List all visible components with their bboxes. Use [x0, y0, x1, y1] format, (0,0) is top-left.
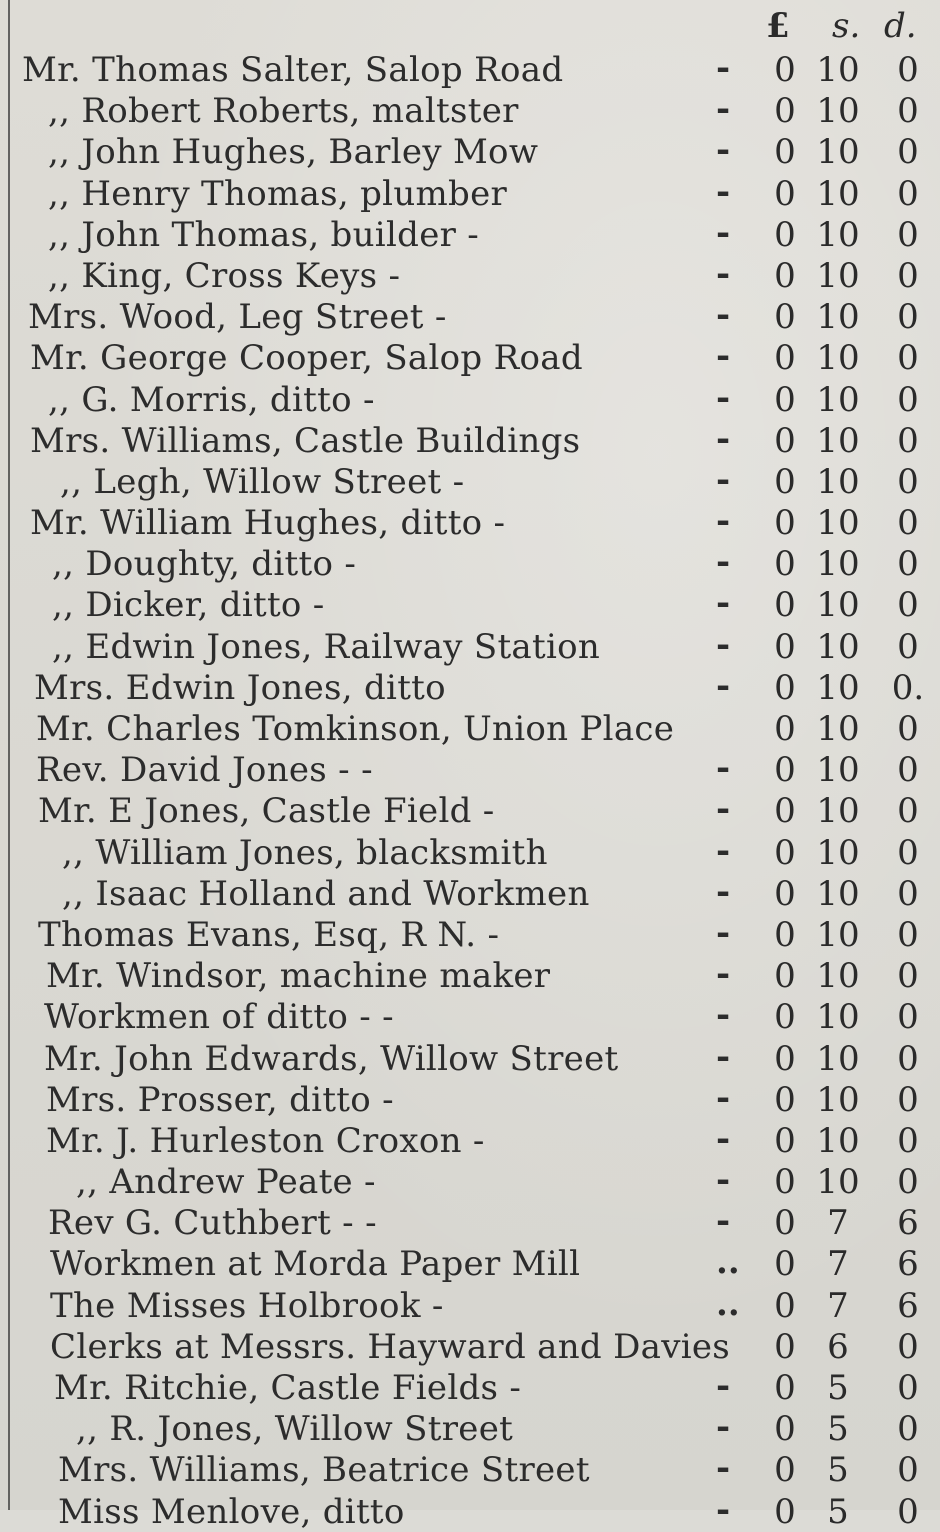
leader-dash: - — [716, 171, 731, 212]
amount-shillings: 10 — [816, 50, 860, 90]
subscriber-name: Mr. George Cooper, Salop Road — [30, 338, 583, 379]
list-item — [0, 1119, 940, 1160]
amount-shillings: 10 — [816, 420, 860, 461]
amount-pounds: 0 — [774, 544, 796, 585]
amount-pounds: 0 — [774, 709, 796, 749]
amount-shillings: 10 — [816, 379, 860, 420]
subscriber-name: ,, Robert Roberts, maltster — [48, 91, 519, 132]
leader-dash: - — [716, 1160, 731, 1201]
list-item — [0, 1242, 940, 1283]
amount-pounds: 0 — [774, 1079, 796, 1120]
amount-shillings: 10 — [816, 1079, 860, 1120]
amount-pounds: 0 — [774, 379, 796, 420]
amount-pence: 0 — [897, 255, 919, 296]
leader-dash: - — [716, 624, 731, 665]
amount-shillings: 10 — [816, 956, 860, 997]
list-item — [0, 1160, 940, 1201]
amount-pounds: 0 — [774, 750, 796, 791]
subscriber-name: ,, Isaac Holland and Workmen — [62, 873, 590, 914]
list-item — [0, 254, 940, 295]
subscriber-name: Mr. J. Hurleston Croxon - — [46, 1120, 485, 1161]
amount-pounds: 0 — [774, 1326, 796, 1367]
leader-dash: - — [716, 295, 731, 336]
list-item — [0, 1325, 940, 1366]
amount-pounds: 0 — [774, 832, 796, 873]
list-item — [0, 460, 940, 501]
subscriber-name: ,, John Hughes, Barley Mow — [48, 132, 539, 173]
subscriber-name: ,, King, Cross Keys - — [48, 255, 401, 296]
leader-dash: - — [716, 912, 731, 953]
amount-shillings: 10 — [816, 585, 860, 626]
amount-pounds: 0 — [774, 297, 796, 338]
amount-shillings: 10 — [816, 461, 860, 502]
list-item — [0, 130, 940, 171]
amount-pounds: 0 — [774, 255, 796, 296]
amount-shillings: 10 — [816, 914, 860, 955]
subscriber-name: Mrs. Prosser, ditto - — [46, 1079, 394, 1120]
list-item — [0, 872, 940, 913]
amount-pence: 0 — [897, 626, 919, 667]
list-item — [0, 172, 940, 213]
subscriber-name: Mrs. Edwin Jones, ditto — [34, 667, 446, 708]
list-item — [0, 789, 940, 830]
amount-pence: 0 — [897, 956, 919, 997]
leader-dash: - — [716, 995, 731, 1036]
subscriber-name: ,, Edwin Jones, Railway Station — [52, 626, 601, 667]
subscriber-name: ,, Dicker, ditto - — [52, 585, 325, 626]
amount-pence: 0 — [897, 544, 919, 585]
amount-shillings: 10 — [816, 544, 860, 585]
leader-dash: - — [716, 89, 731, 130]
subscriber-name: Workmen at Morda Paper Mill — [50, 1244, 581, 1285]
amount-shillings: 10 — [816, 91, 860, 132]
leader-dash: - — [716, 418, 731, 459]
amount-pence: 0 — [897, 873, 919, 914]
list-item — [0, 419, 940, 460]
leader-dash: - — [716, 1077, 731, 1118]
subscription-list — [0, 48, 940, 1531]
list-item — [0, 542, 940, 583]
amount-shillings: 10 — [816, 832, 860, 873]
amount-pounds: 0 — [774, 1162, 796, 1203]
subscriber-name: Clerks at Messrs. Hayward and Davies — [50, 1326, 731, 1367]
amount-shillings: 10 — [816, 1162, 860, 1203]
amount-pence: 6 — [897, 1285, 919, 1326]
amount-pounds: 0 — [774, 1120, 796, 1161]
leader-dash: - — [716, 542, 731, 583]
leader-dash: - — [716, 1366, 731, 1406]
amount-shillings: 10 — [816, 255, 860, 296]
amount-shillings: 10 — [816, 132, 860, 173]
leader-dash: - — [716, 253, 731, 294]
amount-pounds: 0 — [774, 1491, 796, 1532]
list-item — [0, 1448, 940, 1489]
list-item — [0, 89, 940, 130]
amount-pounds: 0 — [774, 1409, 796, 1450]
leader-dash: - — [716, 954, 731, 995]
amount-pence: 0 — [897, 1450, 919, 1491]
amount-pounds: 0 — [774, 956, 796, 997]
amount-shillings: 7 — [827, 1244, 849, 1285]
amount-shillings: 10 — [816, 750, 860, 791]
list-item — [0, 1201, 940, 1242]
amount-shillings: 10 — [816, 338, 860, 379]
amount-pounds: 0 — [774, 585, 796, 626]
amount-pence: 0 — [897, 91, 919, 132]
amount-shillings: 10 — [816, 214, 860, 255]
leader-dash: - — [716, 1448, 731, 1489]
amount-pence: 0 — [897, 1368, 919, 1408]
amount-pounds: 0 — [774, 1368, 796, 1408]
amount-shillings: 10 — [816, 1120, 860, 1161]
list-item — [0, 378, 940, 419]
amount-pence: 0 — [897, 214, 919, 255]
pence-header: d. — [884, 6, 917, 46]
subscriber-name: Miss Menlove, ditto — [58, 1491, 405, 1532]
list-item — [0, 1366, 940, 1407]
amount-pence: 0 — [897, 1120, 919, 1161]
amount-pence: 0 — [897, 997, 919, 1038]
leader-dash: - — [716, 1118, 731, 1159]
leader-dash: - — [716, 748, 731, 789]
list-item — [0, 1078, 940, 1119]
amount-pounds: 0 — [774, 132, 796, 173]
amount-pounds: 0 — [774, 914, 796, 955]
amount-shillings: 10 — [816, 997, 860, 1038]
amount-pence: 0 — [897, 1038, 919, 1079]
amount-pounds: 0 — [774, 420, 796, 461]
amount-pounds: 0 — [774, 626, 796, 667]
amount-pence: 0 — [897, 1409, 919, 1450]
leader-dash: - — [716, 459, 731, 500]
leader-dash: - — [716, 830, 731, 871]
subscriber-name: Mrs. Wood, Leg Street - — [28, 297, 447, 338]
subscriber-name: Mr. Thomas Salter, Salop Road — [22, 50, 564, 90]
list-item — [0, 913, 940, 954]
leader-dash: - — [716, 377, 731, 418]
amount-shillings: 10 — [816, 791, 860, 832]
subscriber-name: ,, Andrew Peate - — [76, 1162, 376, 1203]
amount-pounds: 0 — [774, 1203, 796, 1244]
subscriber-name: Rev. David Jones - - — [36, 750, 373, 791]
subscriber-name: Mr. William Hughes, ditto - — [30, 503, 506, 544]
leader-dash: - — [716, 130, 731, 171]
leader-dash: - — [716, 212, 731, 253]
amount-pounds: 0 — [774, 1244, 796, 1285]
amount-pence: 0 — [897, 132, 919, 173]
leader-dash: - — [716, 1036, 731, 1077]
shillings-header: s. — [832, 6, 861, 46]
leader-dash: - — [716, 665, 731, 706]
amount-shillings: 7 — [827, 1203, 849, 1244]
amount-pence: 0 — [897, 832, 919, 873]
amount-shillings: 10 — [816, 503, 860, 544]
amount-pounds: 0 — [774, 214, 796, 255]
amount-pounds: 0 — [774, 873, 796, 914]
amount-shillings: 10 — [816, 1038, 860, 1079]
amount-pence: 0 — [897, 1326, 919, 1367]
list-item — [0, 501, 940, 542]
amount-pounds: 0 — [774, 91, 796, 132]
subscriber-name: ,, William Jones, blacksmith — [62, 832, 548, 873]
amount-shillings: 5 — [827, 1450, 849, 1491]
leader-dash: - — [716, 336, 731, 377]
subscriber-name: ,, Henry Thomas, plumber — [48, 173, 508, 214]
subscriber-name: Rev G. Cuthbert - - — [48, 1203, 377, 1244]
amount-pence: 6 — [897, 1203, 919, 1244]
leader-dash: .. — [716, 1242, 740, 1283]
leader-dash: - — [716, 871, 731, 912]
list-item — [0, 1407, 940, 1448]
list-item — [0, 954, 940, 995]
subscriber-name: ,, Legh, Willow Street - — [60, 461, 465, 502]
list-item — [0, 213, 940, 254]
amount-pounds: 0 — [774, 503, 796, 544]
amount-pence: 6 — [897, 1244, 919, 1285]
amount-pounds: 0 — [774, 1038, 796, 1079]
amount-shillings: 5 — [827, 1368, 849, 1408]
amount-shillings: 5 — [827, 1409, 849, 1450]
amount-shillings: 7 — [827, 1285, 849, 1326]
amount-shillings: 6 — [827, 1326, 849, 1367]
subscriber-name: Mr. Charles Tomkinson, Union Place — [36, 709, 675, 749]
amount-pence: 0 — [897, 1162, 919, 1203]
subscriber-name: Mrs. Williams, Castle Buildings — [30, 420, 581, 461]
amount-shillings: 5 — [827, 1491, 849, 1532]
subscriber-name: ,, R. Jones, Willow Street — [76, 1409, 514, 1450]
amount-pounds: 0 — [774, 1450, 796, 1491]
leader-dash: - — [716, 501, 731, 542]
amount-pence: 0 — [897, 1079, 919, 1120]
amount-pence: 0 — [897, 420, 919, 461]
list-item — [0, 707, 940, 748]
list-item — [0, 625, 940, 666]
amount-pounds: 0 — [774, 461, 796, 502]
list-item — [0, 831, 940, 872]
amount-pounds: 0 — [774, 997, 796, 1038]
leader-dash: - — [716, 1201, 731, 1242]
subscriber-name: Thomas Evans, Esq, R N. - — [38, 914, 500, 955]
subscriber-name: Mr. John Edwards, Willow Street — [44, 1038, 619, 1079]
list-item — [0, 1037, 940, 1078]
list-item — [0, 1284, 940, 1325]
list-item — [0, 336, 940, 377]
pounds-header: £ — [766, 6, 790, 46]
amount-pounds: 0 — [774, 173, 796, 214]
amount-pence: 0. — [891, 667, 925, 708]
subscriber-name: Mr. Windsor, machine maker — [46, 956, 551, 997]
amount-pence: 0 — [897, 461, 919, 502]
leader-dash: - — [716, 48, 731, 88]
amount-pence: 0 — [897, 709, 919, 749]
subscriber-name: Mr. Ritchie, Castle Fields - — [54, 1368, 522, 1408]
subscriber-name: Mrs. Williams, Beatrice Street — [58, 1450, 590, 1491]
amount-pence: 0 — [897, 503, 919, 544]
amount-shillings: 10 — [816, 173, 860, 214]
amount-pence: 0 — [897, 791, 919, 832]
subscriber-name: The Misses Holbrook - — [50, 1285, 444, 1326]
amount-shillings: 10 — [816, 626, 860, 667]
subscriber-name: ,, John Thomas, builder - — [48, 214, 480, 255]
list-item — [0, 666, 940, 707]
amount-shillings: 10 — [816, 667, 860, 708]
amount-pounds: 0 — [774, 1285, 796, 1326]
leader-dash: - — [716, 1407, 731, 1448]
leader-dash: - — [716, 1489, 731, 1530]
amount-pence: 0 — [897, 297, 919, 338]
amount-shillings: 10 — [816, 873, 860, 914]
amount-pence: 0 — [897, 914, 919, 955]
subscriber-name: ,, G. Morris, ditto - — [48, 379, 375, 420]
leader-dash: - — [716, 789, 731, 830]
amount-pence: 0 — [897, 50, 919, 90]
list-item — [0, 48, 940, 89]
subscriber-name: ,, Doughty, ditto - — [52, 544, 357, 585]
amount-pence: 0 — [897, 585, 919, 626]
amount-pence: 0 — [897, 750, 919, 791]
amount-pounds: 0 — [774, 667, 796, 708]
amount-shillings: 10 — [816, 709, 860, 749]
amount-pence: 0 — [897, 173, 919, 214]
amount-shillings: 10 — [816, 297, 860, 338]
list-item — [0, 995, 940, 1036]
subscriber-name: Mr. E Jones, Castle Field - — [38, 791, 495, 832]
subscriber-name: Workmen of ditto - - — [44, 997, 394, 1038]
amount-pounds: 0 — [774, 50, 796, 90]
list-item — [0, 583, 940, 624]
list-item — [0, 1490, 940, 1531]
amount-pounds: 0 — [774, 791, 796, 832]
amount-pence: 0 — [897, 1491, 919, 1532]
amount-pence: 0 — [897, 379, 919, 420]
list-item — [0, 295, 940, 336]
amount-pounds: 0 — [774, 338, 796, 379]
list-item — [0, 748, 940, 789]
leader-dash: - — [716, 583, 731, 624]
leader-dash: .. — [716, 1283, 740, 1324]
currency-header — [0, 6, 940, 46]
amount-pence: 0 — [897, 338, 919, 379]
